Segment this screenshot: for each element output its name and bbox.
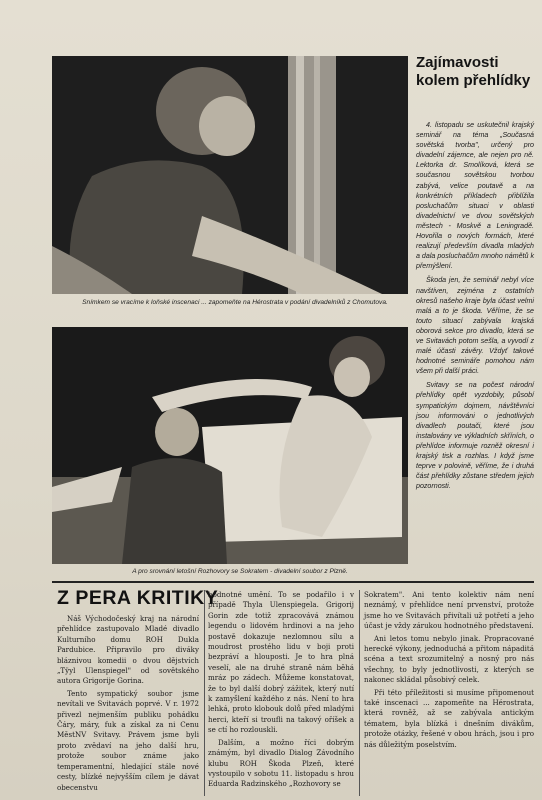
article-column-3 <box>364 590 534 752</box>
article-column-2 <box>208 590 354 792</box>
sidebar-paragraph: 4. listopadu se uskutečnil krajský seminář na téma „Současná sovětská tvorba", určený pro divadelní zájemce, ale nejen pro ně. Lektorka dr. Smolíková, která se současnou sovětskou tvorbou zabývá, velice poutavě a na konkrétních příkladech přiblížila posluchačům situaci v oblasti divadelnictví ve dvou sovětských městech - Moskvě a Leningradě. Hovořila o nových formách, které realizují především divadla mladých a dala posluchačům mnoho námětů k přemýšlení. <box>416 121 534 271</box>
sidebar-text <box>416 120 534 495</box>
photo-herostratos-image <box>52 56 408 294</box>
photo-sokrates-image <box>52 327 408 564</box>
article-paragraph: Tento sympatický soubor jsme nevítali ve Svitavách poprvé. V r. 1972 přivezl nejmenším publiku pohádku Čáry, máry, fuk a získal za ni Cenu MěstNV Svitavy. Právem jsme byli proto zvědaví na jeho další hru, protože soubor známe jako temperamentní, hledající stále nové cesty, blízké nejvyšším cílem je dávat obecenstvu <box>57 688 199 792</box>
article-paragraph: Dalším, a možno říci dobrým známým, byl divadlo Dialog Závodního klubu ROH Škoda Plzeň, které vystoupilo v sobotu 11. listopadu s hrou Eduarda Radzinského „Rozhovory se <box>208 737 354 789</box>
sidebar-title: Zajímavosti kolem přehlídky <box>416 54 531 89</box>
article-paragraph: Sokratem". Ani tento kolektiv nám není neznámý, v přehlídce není prvenství, protože jsme ho ve Svitavách přivítali už potřetí a jeho účast je vždy zárukou hodnotného představení. <box>364 590 534 631</box>
article-paragraph: Ani letos tomu nebylo jinak. Propracované herecké výkony, jednoduchá a přitom nápaditá scéna a text srozumitelný a nosný pro nás všechny, to byly jednotlivosti, z kterých se nakonec skládal působivý celek. <box>364 633 534 685</box>
photo-herostratos <box>52 56 408 294</box>
article-paragraph: Při této příležitosti si musíme připomenout také inscenaci ... zapomeňte na Hérostrata, která rovněž, až se zabývala antickým tématem, byla blízká i dnešním divákům, protože otázky, řešené v obou hrách, jsou i pro nás důležitým poselstvím. <box>364 687 534 749</box>
article-paragraph: hodnotné umění. To se podařilo i v případě Thyla Ulenspiegela. Grigorij Gorin zde totiž zpracovává známou legendu o lidovém hrdinovi a na jeho postavě dokazuje nezlomnou sílu a moudrost prostého lidu v boji proti bezpráví a hlouposti. Je to hra plná veselí, ale na druhé straně nám běhá mráz po zádech. Můžeme konstatovat, že to byl další dobrý zážitek, který nutí k zamyšlení každého z nás. Není to hra lehká, proto klobouk dolů před mladými herci, kteří si troufli na takový oříšek a se ctí ho rozlouskli. <box>208 590 354 735</box>
sidebar-paragraph: Škoda jen, že seminář nebyl více navštíven, zejména z ostatních okresů našeho kraje byla účast velmi malá a to je škoda. Věříme, že se touto situací zabývala krajská oborová sekce pro divadlo, která se ve Svitavách potom sešla, a vyvodí z malé účasti závěry. Vždyť takové hodnotné semináře pomohou nám všem při další práci. <box>416 276 534 376</box>
photo-sokrates-caption: A pro srovnání letošní Rozhovory se Sokratem - divadelní soubor z Plzně. <box>132 568 348 575</box>
article-headline: Z PERA KRITIKY <box>57 587 219 609</box>
photo-herostratos-caption: Snímkem se vracíme k loňské inscenaci ... zapomeňte na Hérostrata v podání divadelníků z Chomutova. <box>82 299 388 306</box>
article-column-1 <box>57 614 199 795</box>
sidebar-paragraph: Svitavy se na počest národní přehlídky opět vyzdobily, působí sympatickým dojmem, návštěvníci jsou informováni o jednotlivých divadlech poutači, které jsou instalovány ve výkladních skříních, o přehlídce informuje rozněž okresní i krajský tisk a rozhlas. I když jsme teprve v polovině, věříme, že i druhá část přehlídky zůstane středem jejich pozornosti. <box>416 381 534 491</box>
column-divider <box>359 590 360 796</box>
column-divider <box>204 590 205 796</box>
article-divider <box>52 581 534 583</box>
photo-sokrates <box>52 327 408 564</box>
article-paragraph: Náš Východočeský kraj na národní přehlídce zastupovalo Mladé divadlo Kulturního domu ROH Dukla Pardubice. Připravilo pro diváky bláznivou komedii o dvou dějstvích „Tÿyl Ulenspiegel" od sovětského autora Grigorije Gorina. <box>57 614 199 686</box>
